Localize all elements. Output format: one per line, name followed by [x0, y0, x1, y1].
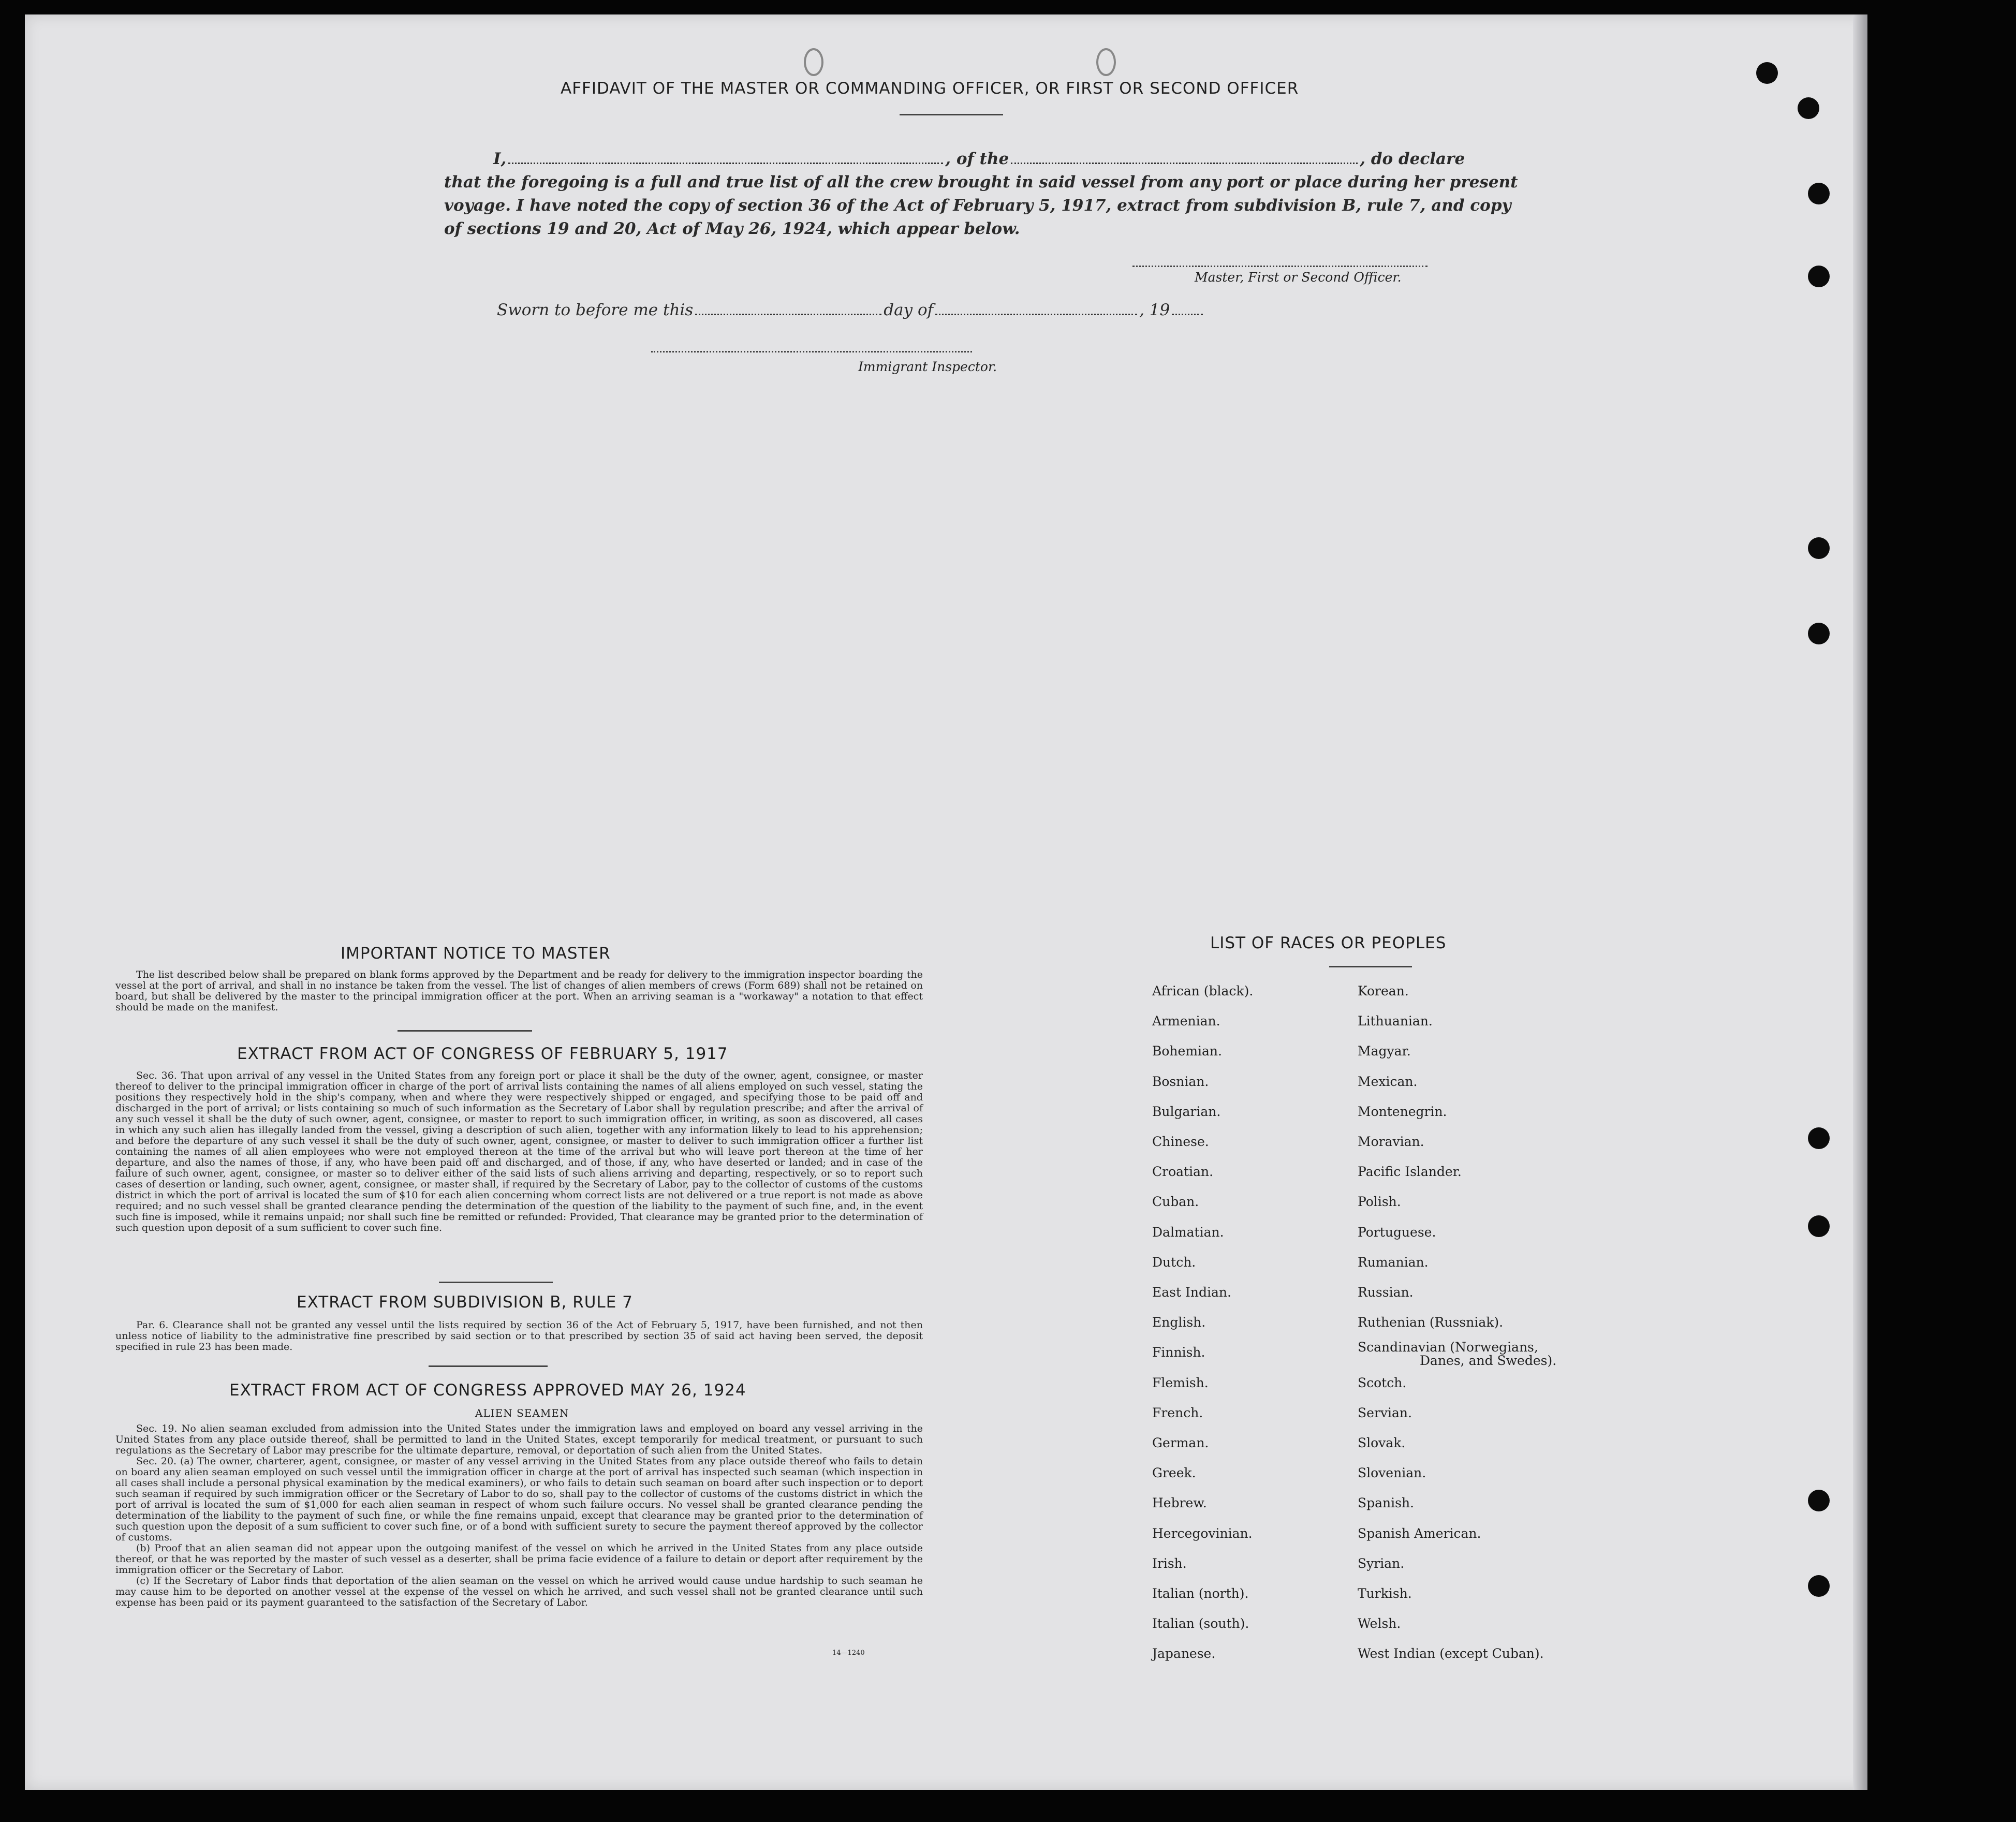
race-item: Finnish.: [1152, 1345, 1205, 1360]
master-signature-caption: Master, First or Second Officer.: [1195, 270, 1402, 285]
master-signature-line[interactable]: [1132, 266, 1428, 267]
race-item: Armenian.: [1152, 1013, 1220, 1029]
sec-20c-text: (c) If the Secretary of Labor finds that deportation of the alien seaman on the vessel on which he arrived would cause undue hardship to such seaman he may cause him to be deported on another vessel at the expense of the vessel on which he arrived, and such vessel shall not be granted clearance until such expense has been paid or its payment guaranteed to the satisfaction of the Secretary of Labor.: [115, 1575, 923, 1608]
punch-hole: [1808, 537, 1830, 559]
declaration-line-1: [493, 146, 1465, 171]
race-item: Italian (south).: [1152, 1616, 1249, 1632]
race-item: Polish.: [1358, 1194, 1401, 1210]
race-item: Magyar.: [1358, 1044, 1411, 1059]
race-item: Portuguese.: [1358, 1224, 1436, 1240]
race-item: Scotch.: [1358, 1375, 1407, 1390]
punch-hole: [1808, 623, 1830, 644]
race-item: Hebrew.: [1152, 1495, 1207, 1511]
affidavit-heading: AFFIDAVIT OF THE MASTER OR COMMANDING OFFICER, OR FIRST OR SECOND OFFICER: [561, 79, 1299, 98]
race-item: [1358, 1338, 1556, 1368]
rule7-body: [115, 1320, 923, 1353]
race-item: Slovak.: [1358, 1435, 1406, 1451]
vessel-blank[interactable]: [1011, 162, 1358, 164]
section-divider: [429, 1365, 548, 1367]
punch-hole: [1808, 266, 1830, 287]
extract-1924-body: [115, 1423, 923, 1608]
section-divider: [439, 1282, 553, 1283]
punch-hole: [1808, 1490, 1830, 1511]
alien-seamen-subheading: ALIEN SEAMEN: [475, 1407, 569, 1419]
race-item: Korean.: [1358, 983, 1409, 998]
race-item: Dutch.: [1152, 1254, 1196, 1270]
race-item: Ruthenian (Russniak).: [1358, 1315, 1504, 1330]
declaration-line-4: of sections 19 and 20, Act of May 26, 1924, which appear below.: [444, 219, 1020, 238]
race-item: Rumanian.: [1358, 1254, 1429, 1270]
notice-text: The list described below shall be prepared on blank forms approved by the Department and be ready for delivery to the immigration inspector boarding the vessel at the port of arrival, and shall in no instance be taken from the vessel. The list of changes of alien members of crews (Form 689) shall not be retained on board, but shall be delivered by the master to the principal immigration officer at the port. When an arriving seaman is a "workaway" a notation to that effect should be made on the manifest.: [115, 969, 923, 1013]
race-item: Flemish.: [1152, 1375, 1209, 1390]
races-heading: LIST OF RACES OR PEOPLES: [1210, 934, 1447, 952]
extract-1917-body: [115, 1070, 923, 1233]
race-item: Japanese.: [1152, 1646, 1216, 1662]
binder-ring: [1096, 48, 1116, 76]
race-item: Spanish.: [1358, 1495, 1415, 1511]
notice-heading: IMPORTANT NOTICE TO MASTER: [341, 944, 611, 963]
binder-ring: [804, 48, 823, 76]
race-item: Turkish.: [1358, 1586, 1412, 1601]
race-item: African (black).: [1152, 983, 1254, 998]
declaration-line-3: voyage. I have noted the copy of section 36 of the Act of February 5, 1917, extract from subdivision B, rule 7, and copy: [444, 196, 1511, 215]
sec-36-text: Sec. 36. That upon arrival of any vessel in the United States from any foreign port or place it shall be the duty of the owner, agent, consignee, or master thereof to deliver to the principal immigration officer in charge of the port of arrival lists containing the names of all aliens employed on such vessel, stating the positions they respectively hold in the ship's company, when and where they were respectively shipped or engaged, and specifying those to be paid off and discharged in the port of arrival; or lists containing so much of such information as the Secretary of Labor shall by regulation prescribe; and after the arrival of any such vessel it shall be the duty of such owner, agent, consignee, or master to report to such immigration officer, in writing, as soon as discovered, all cases in which any such alien has illegally landed from the vessel, giving a description of such alien, together with any information likely to lead to his apprehension; and before the departure of any such vessel it shall be the duty of such owner, agent, consignee, or master to deliver to such immigration officer a further list containing the names of all alien employees who were not employed thereon at the time of the arrival but who will leave port thereon at the time of her departure, and also the names of those, if any, who have been paid off and discharged, and of those, if any, who have deserted or landed; and in case of the failure of such owner, agent, consignee, or master so to deliver either of the said lists of such aliens arriving and departing, respectively, or so to report such cases of desertion or landing, such owner, agent, consignee, or master shall, if required by the Secretary of Labor, pay to the collector of customs of the customs district in which the port of arrival is located the sum of $10 for each alien concerning whom correct lists are not delivered or a true report is not made as above required; and no such vessel shall be granted clearance pending the determination of the question of the liability to the payment of such fine, and, in the event such fine is imposed, while it remains unpaid; nor shall such fine be remitted or refunded: Provided, That clearance may be granted prior to the determination of such question upon deposit of a sum sufficient to cover such fine.: [115, 1070, 923, 1233]
races-right-column: [1358, 976, 1556, 1669]
sec-20b-text: (b) Proof that an alien seaman did not appear upon the outgoing manifest of the vessel on which he arrived in the United States from any place outside thereof, or that he was reported by the master of such vessel as a deserter, shall be prima facie evidence of a failure to detain or deport after requirement by the immigration officer or the Secretary of Labor.: [115, 1542, 923, 1576]
race-item: Pacific Islander.: [1358, 1164, 1462, 1180]
race-item: Cuban.: [1152, 1194, 1199, 1210]
par-6-text: Par. 6. Clearance shall not be granted any vessel until the lists required by section 36 of the Act of February 5, 1917, have been furnished, and not then unless notice of liability to the administrative fine prescribed by said section or to that prescribed by section 35 of said act having been served, the deposit specified in rule 23 has been made.: [115, 1319, 923, 1353]
scandinavian-line-1: Scandinavian (Norwegians,: [1358, 1340, 1538, 1355]
race-item: Mexican.: [1358, 1074, 1418, 1089]
races-left-column: [1152, 976, 1253, 1669]
year-label: , 19: [1139, 301, 1170, 319]
race-item: Irish.: [1152, 1555, 1187, 1571]
race-item: Greek.: [1152, 1465, 1196, 1481]
race-item: Spanish American.: [1358, 1525, 1481, 1541]
punch-hole: [1756, 62, 1778, 84]
name-blank[interactable]: [508, 162, 943, 164]
punch-hole: [1798, 97, 1819, 119]
race-item: East Indian.: [1152, 1285, 1231, 1300]
punch-hole: [1808, 183, 1830, 204]
race-item: Slovenian.: [1358, 1465, 1426, 1481]
of-the-label: , of the: [945, 150, 1009, 168]
sec-19-text: Sec. 19. No alien seaman excluded from admission into the United States under the immigration laws and employed on board any vessel arriving in the United States from any place outside thereof, shall be permitted to land in the United States, except temporarily for medical treatment, or pursuant to such regulations as the Secretary of Labor may prescribe for the ultimate departure, removal, or deportation of such alien from the United States.: [115, 1423, 923, 1456]
year-blank[interactable]: [1172, 313, 1203, 315]
extract-1924-heading: EXTRACT FROM ACT OF CONGRESS APPROVED MAY 26, 1924: [229, 1381, 746, 1400]
race-item: Servian.: [1358, 1405, 1412, 1420]
extract-1917-heading: EXTRACT FROM ACT OF CONGRESS OF FEBRUARY 5, 1917: [237, 1045, 728, 1063]
rule7-heading: EXTRACT FROM SUBDIVISION B, RULE 7: [297, 1293, 633, 1312]
punch-hole: [1808, 1127, 1830, 1149]
race-item: Italian (north).: [1152, 1586, 1249, 1601]
race-item: German.: [1152, 1435, 1209, 1451]
race-item: Syrian.: [1358, 1555, 1405, 1571]
race-item: Lithuanian.: [1358, 1013, 1433, 1029]
sworn-label: Sworn to before me this: [497, 301, 694, 319]
race-item: Bulgarian.: [1152, 1104, 1221, 1119]
sec-20a-text: Sec. 20. (a) The owner, charterer, agent, consignee, or master of any vessel arriving in the United States from any place outside thereof who fails to detain on board any alien seaman employed on such vessel until the immigration officer in charge at the port of arrival has inspected such seaman (which inspection in all cases shall include a personal physical examination by the medical examiners), or who fails to detain such seaman on board after such inspection or to deport such seaman if required by such immigration officer or the Secretary of Labor to do so, shall pay to the collector of customs of the customs district in which the port of arrival is located the sum of $1,000 for each alien seaman in respect of whom such failure occurs. No vessel shall be granted clearance pending the determination of the liability to the payment of such fine, or while the fine remains unpaid, except that clearance may be granted prior to the determination of such question upon the deposit of a sum sufficient to cover such fine, or of a bond with sufficient surety to secure the payment thereof approved by the collector of customs.: [115, 1456, 923, 1543]
inspector-signature-line[interactable]: [651, 351, 972, 352]
month-blank[interactable]: [935, 313, 1137, 315]
form-number: 14—1240: [832, 1649, 865, 1657]
race-item: French.: [1152, 1405, 1203, 1420]
heading-divider: [900, 114, 1003, 115]
day-of-label: day of: [884, 301, 934, 319]
race-item: Moravian.: [1358, 1134, 1424, 1150]
race-item: Hercegovinian.: [1152, 1525, 1253, 1541]
punch-hole: [1808, 1215, 1830, 1237]
section-divider: [398, 1030, 532, 1032]
form-page: [25, 14, 1867, 1790]
race-item: Bohemian.: [1152, 1044, 1222, 1059]
i-label: I,: [493, 150, 507, 168]
race-item: West Indian (except Cuban).: [1358, 1646, 1544, 1662]
races-divider: [1329, 966, 1412, 967]
day-blank[interactable]: [695, 313, 881, 315]
race-item: Dalmatian.: [1152, 1224, 1224, 1240]
declaration-line-2: that the foregoing is a full and true list of all the crew brought in said vessel from any port or place during her present: [444, 173, 1518, 192]
punch-hole: [1808, 1575, 1830, 1597]
race-item: Bosnian.: [1152, 1074, 1209, 1089]
do-declare-label: , do declare: [1360, 150, 1465, 168]
sworn-line: [497, 298, 1205, 322]
race-item: Montenegrin.: [1358, 1104, 1447, 1119]
race-item: Chinese.: [1152, 1134, 1209, 1150]
notice-body: [115, 969, 923, 1013]
scandinavian-line-2: Danes, and Swedes).: [1420, 1353, 1557, 1369]
inspector-caption: Immigrant Inspector.: [858, 359, 997, 374]
race-item: Welsh.: [1358, 1616, 1401, 1632]
race-item: Croatian.: [1152, 1164, 1214, 1180]
race-item: English.: [1152, 1315, 1206, 1330]
race-item: Russian.: [1358, 1285, 1414, 1300]
